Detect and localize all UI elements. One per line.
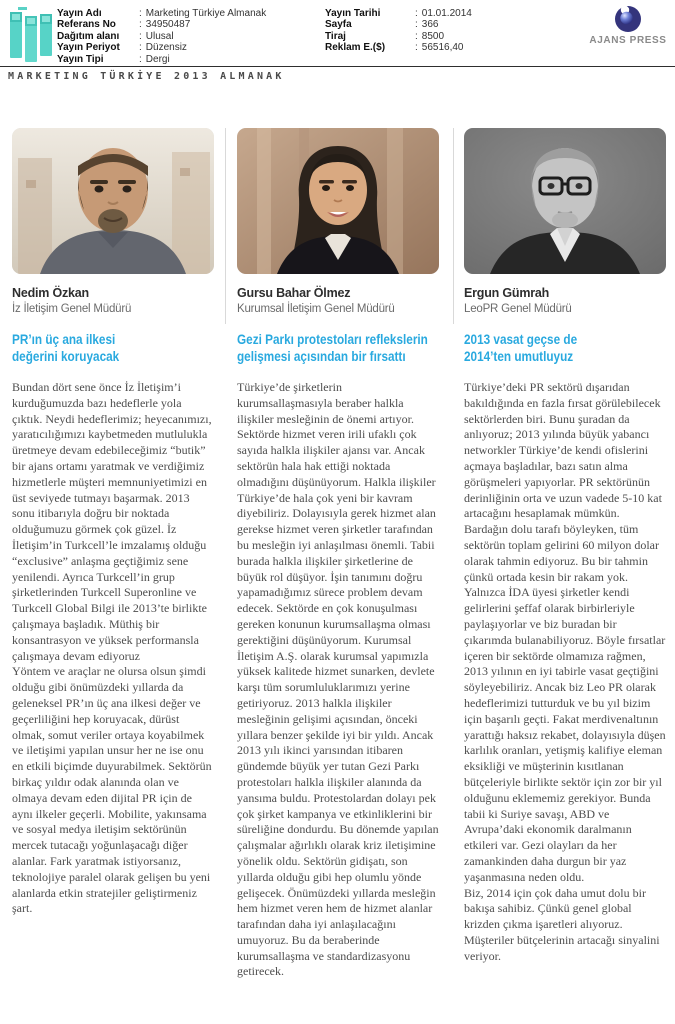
field-value: 01.01.2014	[421, 8, 472, 19]
headline-line: gelişmesi açısından bir fırsattı	[237, 348, 406, 364]
article-column-1	[12, 128, 214, 917]
field-label: Yayın Tarihi	[325, 8, 381, 19]
metadata-row	[325, 31, 565, 42]
article-paragraph: Türkiye’de şirketlerin kurumsallaşmasıyla beraber halkla ilişkiler mesleğinin de önemi artıyor. Sektörde hizmet veren irili ufaklı çok sayıda halkla ilişkiler ajansı var. Ancak sektörün hala hak ettiği noktada olmadığını düşünüyorum. Halkla ilişkiler Türkiye’de hala çok yeni bir kavram diyebiliriz. Dolayısıyla gerek hizmet alan gerekse hizmet veren şirketler tarafından bu mesleğin iyi anlaşılması önemli. Tabii burada halkla ilişkiler şirketlerine de büyük rol düşüyor. İşin tanımını doğru yapamadığımız sürece problem devam edecek. Sektörde en çok konuşulması gereken konunun kurumsallaşma olması gerektiğini düşünüyorum. Kurumsal İletişim A.Ş. olarak kurumsal yapımızla yüksek kalitede hizmet sunarken, devlete karşı tüm sorumluluklarımızı yerine getiriyoruz. 2013 halkla ilişkiler mesleğinin gelişimi açısından, önceki yıllara benzer şekilde iyi bir yıldı. Ancak 2013 yılı ikinci yarısından itibaren gündemde büyük yer tutan Gezi Parkı protestoları halkla ilişkiler alanında da yansıma buldu. Protestolardan dolayı pek çok şirket kampanya ve etkinliklerini bir süreliğine dondurdu. Bu dönemde yapılan çalışmalar ağırlıklı olarak kriz iletişimine yönelik oldu. Sektörün gidişatı, son yıllarda olduğu gibi hep olumlu yönde gelişecek. Önümüzdeki yıllarda mesleğin hem hizmet veren hem de hizmet alanlar tarafından daha iyi anlaşılacağını umuyoruz. Bu da beraberinde kurumsallaşma ve standardizasyonu getirecek.	[237, 380, 439, 979]
article-body	[12, 380, 214, 917]
metadata-row	[325, 19, 565, 30]
article-column-2	[237, 128, 439, 980]
metadata-row	[325, 8, 565, 19]
article-headline	[12, 331, 214, 365]
field-label: Yayın Adı	[57, 8, 102, 19]
metadata-row	[57, 42, 312, 53]
field-colon: :	[415, 42, 418, 54]
person-role: LeoPR Genel Müdürü	[464, 303, 572, 315]
headline-line: 2013 vasat geçse de	[464, 331, 578, 347]
portrait-photo-gursu-bahar-olmez-icon	[237, 128, 439, 274]
field-label: Sayfa	[325, 19, 352, 31]
ajans-press-logo-text: AJANS PRESS	[589, 35, 667, 46]
field-label: Dağıtım alanı	[57, 30, 120, 42]
article-paragraph: Türkiye’deki PR sektörü dışarıdan bakıldığında en fazla fırsat görülebilecek sektörlerden biri. Bunu şuradan da anlıyoruz; 2013 yılında büyük yabancı networkler Türkiye’de kendi ofislerini açmaya başladılar, bazı satın alma görüşmeleri yapıyorlar. PR sektörünün derinliğinin orta ve uzun vadede 5-10 kat artacağını hesaplamak mümkün. Bardağın dolu tarafı böyleyken, tüm sektörün toplam gelirini 60 milyon dolar olarak tahmin ediyoruz. Bu bir tahmin çünkü ortada kesin bir rakam yok. Yalnızca İDA üyesi şirketler kendi gelirlerini şeffaf olarak birbirleriyle paylaşıyorlar ve biz buradan bir çıkarımda bulanabiliyoruz. Böyle fırsatlar içeren bir sektörde olmamıza rağmen, 2013 yılının en iyi tabirle vasat geçtiğini söyleyebiliriz. Ancak biz Leo PR olarak hedeflerimizi tutturduk ve bu yıl bizim için başarılı geçti. Fakat merdivenaltının yarattığı haksız rekabet, dolayısıyla düşen karlılık oranları, yetişmiş kalifiye eleman eksikliği ve müşterinin kısıtlanan bütçeleriyle birlikte sektör için zor bir yıl olduğunu eklememiz gerekiyor. Bunda tabii ki Suriye savaşı, ABD ve Avrupa’daki ekonomik daralmanın etkileri var. Gezi olayları da her zamankinden daha durgun bir yaz yaşanmasına neden oldu.	[464, 380, 666, 884]
publication-thumbnail-icon	[8, 6, 54, 64]
article-paragraph: Biz, 2014 için çok daha umut dolu bir bakışa sahibiz. Çünkü genel global krizden çıkma işaretleri alıyoruz. Müşteriler bütçelerinin artacağı sinyalini veriyor.	[464, 885, 660, 963]
field-colon: :	[415, 19, 418, 31]
field-colon: :	[415, 8, 418, 19]
portrait-photo-ergun-gumrah-icon	[464, 128, 666, 274]
metadata-row	[57, 8, 312, 19]
field-label: Reklam E.($)	[325, 42, 386, 54]
field-colon: :	[139, 30, 142, 42]
ajans-press-logo	[585, 5, 671, 46]
metadata-row	[57, 31, 312, 42]
field-value: 8500	[421, 30, 445, 42]
person-name: Gursu Bahar Ölmez	[237, 286, 351, 300]
article-headline	[237, 331, 439, 365]
field-label: Referans No	[57, 19, 116, 31]
portrait-photo-nedim-ozkan-icon	[12, 128, 214, 274]
field-value: Düzensiz	[145, 42, 187, 54]
metadata-right-block	[325, 8, 565, 54]
person-name: Ergun Gümrah	[464, 286, 550, 300]
headline-line: değerini koruyacak	[12, 348, 120, 364]
article-column-3	[464, 128, 666, 964]
metadata-row	[57, 19, 312, 30]
field-label: Yayın Periyot	[57, 42, 120, 54]
field-value: 366	[421, 19, 439, 31]
field-colon: :	[415, 30, 418, 42]
headline-line: 2014’ten umutluyuz	[464, 348, 574, 364]
column-divider	[453, 128, 454, 324]
publication-banner: MARKETING TÜRKİYE 2013 ALMANAK	[8, 71, 285, 82]
field-colon: :	[139, 8, 142, 19]
header-divider	[0, 66, 675, 67]
metadata-row	[325, 42, 565, 53]
column-divider	[225, 128, 226, 324]
ajans-press-logo-icon	[614, 5, 642, 33]
field-label: Tiraj	[325, 30, 346, 42]
person-name: Nedim Özkan	[12, 286, 89, 300]
person-role: Kurumsal İletişim Genel Müdürü	[237, 303, 395, 315]
field-value: 34950487	[145, 19, 191, 31]
article-paragraph: Bundan dört sene önce İz İletişim’i kurduğumuzda bazı hedeflerle yola çıktık. Neydi hedeflerimiz; heyecanımızı, yaratıcılığımızı kaybetmeden mutlulukla üretmeye devam edebileceğimiz “butik” bir ajans ortamı yaratmak ve verdiğimiz hizmetlerle müşteri memnuniyetimizi en üst seviyede tutmayı başarmak. 2013 sonu itibarıyla doğru bir noktada olduğumuzu görmek çok güzel. İz İletişim’in Turkcell’le imzalamış olduğu “exclusive” anlaşma geçtiğimiz sene yenilendi. Ayrıca Turkcell’in grup şirketlerinden Turkcell Superonline ve Turkcell Global Bilgi ile 2013’te birlikte çalışmaya başladık. Müthiş bir konsantrasyon ve yüksek performansla çalışmaya devam ediyoruz	[12, 380, 212, 663]
field-label: Yayın Tipi	[57, 53, 104, 65]
article-headline	[464, 331, 666, 365]
headline-line: Gezi Parkı protestoları reflekslerin	[237, 331, 428, 347]
metadata-row	[57, 54, 312, 65]
field-value: Ulusal	[145, 30, 174, 42]
field-value: 56516,40	[421, 42, 464, 54]
headline-line: PR’ın üç ana ilkesi	[12, 331, 116, 347]
field-value: Dergi	[145, 53, 170, 65]
field-colon: :	[139, 42, 142, 54]
article-paragraph: Yöntem ve araçlar ne olursa olsun şimdi olduğu gibi önümüzdeki yıllarda da geleneksel PR’ın üç ana ilkesi değer ve geçerliliğini hep koruyacak, dürüst olmak, somut veriler ortaya koyabilmek ve iletişimi yapılan unsur her ne ise onu en etkili biçimde duyurabilmek. Sektörün birkaç yıldır odak alanında olan ve olmaya devam eden dijital PR için de aynı ilkeler geçerli. Mobilite, yakınsama ve sosyal medya iletişim sektörünün mercek tutacağı yoğunlaşacağı diğer alanlar. Fark yaratmak istiyorsanız, teknolojiye paralel olarak gelişen bu yeni alanlarda etkin stratejiler geliştirmeniz şart.	[12, 664, 212, 916]
field-colon: :	[139, 19, 142, 31]
field-value: Marketing Türkiye Almanak	[145, 8, 267, 19]
metadata-left-block	[57, 8, 312, 65]
article-body	[464, 380, 666, 964]
person-role: İz İletişim Genel Müdürü	[12, 303, 132, 315]
field-colon: :	[139, 53, 142, 65]
article-body	[237, 380, 439, 980]
